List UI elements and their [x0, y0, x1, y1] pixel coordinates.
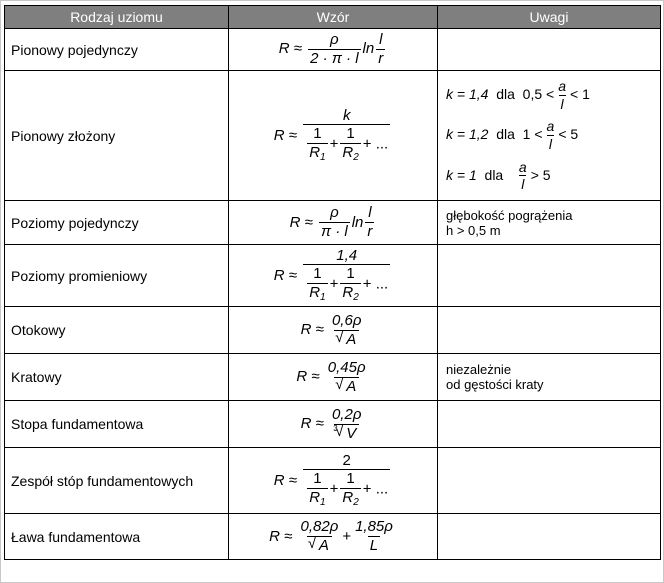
formula: R ≈ 0,6ρ √ A	[301, 321, 366, 338]
table-row	[5, 354, 661, 401]
formula: R ≈ k $\frac{1}{R_1}$ + $\frac{1}{R_2}$ + ...	[273, 106, 389, 164]
row-name: Poziomy promieniowy	[5, 245, 229, 307]
formula: R ≈ $\frac{\rho}{2 \cdot \pi \cdot l}$ ln $\frac{l}{r}$	[278, 31, 384, 67]
row-name: Pionowy złożony	[5, 71, 229, 201]
formula-cell	[229, 307, 438, 354]
notes-cell	[438, 514, 661, 560]
grounding-table	[4, 5, 661, 560]
formula-cell	[229, 448, 438, 514]
condition-line: k = 1 dla $\frac{a}{l}$ > 5	[446, 158, 551, 193]
formula: R ≈ 0,45ρ √ A	[296, 368, 369, 385]
row-name: Ława fundamentowa	[5, 514, 229, 560]
table-row	[5, 201, 661, 245]
table-row	[5, 307, 661, 354]
formula-cell	[229, 201, 438, 245]
notes-cell	[438, 201, 661, 245]
table-row	[5, 514, 661, 560]
row-name: Pionowy pojedynczy	[5, 29, 229, 71]
table-row	[5, 71, 661, 201]
note-line: niezależnie	[446, 362, 512, 378]
row-name: Zespół stóp fundamentowych	[5, 448, 229, 514]
condition-line: k = 1,4 dla 0,5 < $\frac{a}{l}$ < 1	[446, 78, 590, 112]
notes-cell	[438, 29, 661, 71]
header-notes: Uwagi	[438, 6, 661, 29]
formula-cell	[229, 245, 438, 307]
notes-cell	[438, 71, 661, 201]
notes-cell	[438, 401, 661, 448]
note-line: od gęstości kraty	[446, 377, 544, 393]
table-row	[5, 448, 661, 514]
row-name: Otokowy	[5, 307, 229, 354]
header-formula: Wzór	[229, 6, 438, 29]
formula-cell	[229, 401, 438, 448]
formula-cell	[229, 29, 438, 71]
formula: R ≈ 2 $\frac{1}{R_1}$ + $\frac{1}{R_2}$ + ...	[273, 451, 389, 509]
notes-cell	[438, 245, 661, 307]
formula-cell	[229, 354, 438, 401]
notes-cell	[438, 354, 661, 401]
formula: R ≈ $\frac{\rho}{\pi \cdot l}$ ln $\frac{l}{r}$	[289, 204, 373, 241]
row-name: Kratowy	[5, 354, 229, 401]
formula-cell	[229, 71, 438, 201]
condition-line: k = 1,2 dla 1 < $\frac{a}{l}$ < 5	[446, 118, 579, 153]
notes-cell	[438, 307, 661, 354]
table-row	[5, 29, 661, 71]
table-row	[5, 401, 661, 448]
note-line: głębokość pogrążenia	[446, 207, 573, 223]
formula: R ≈ 0,2ρ √ 3 V	[301, 415, 366, 432]
header-type: Rodzaj uziomu	[5, 6, 229, 29]
formula-cell	[229, 514, 438, 560]
note-line: h > 0,5 m	[446, 222, 501, 238]
formula: R ≈ 0,82ρ √ A + $\frac{1,85\rho}{L}$	[269, 528, 397, 545]
notes-cell	[438, 448, 661, 514]
row-name: Poziomy pojedynczy	[5, 201, 229, 245]
header-row	[5, 6, 661, 29]
row-name: Stopa fundamentowa	[5, 401, 229, 448]
formula: R ≈ 1,4 $\frac{1}{R_1}$ + $\frac{1}{R_2}$ + ...	[273, 246, 389, 304]
table-row	[5, 245, 661, 307]
